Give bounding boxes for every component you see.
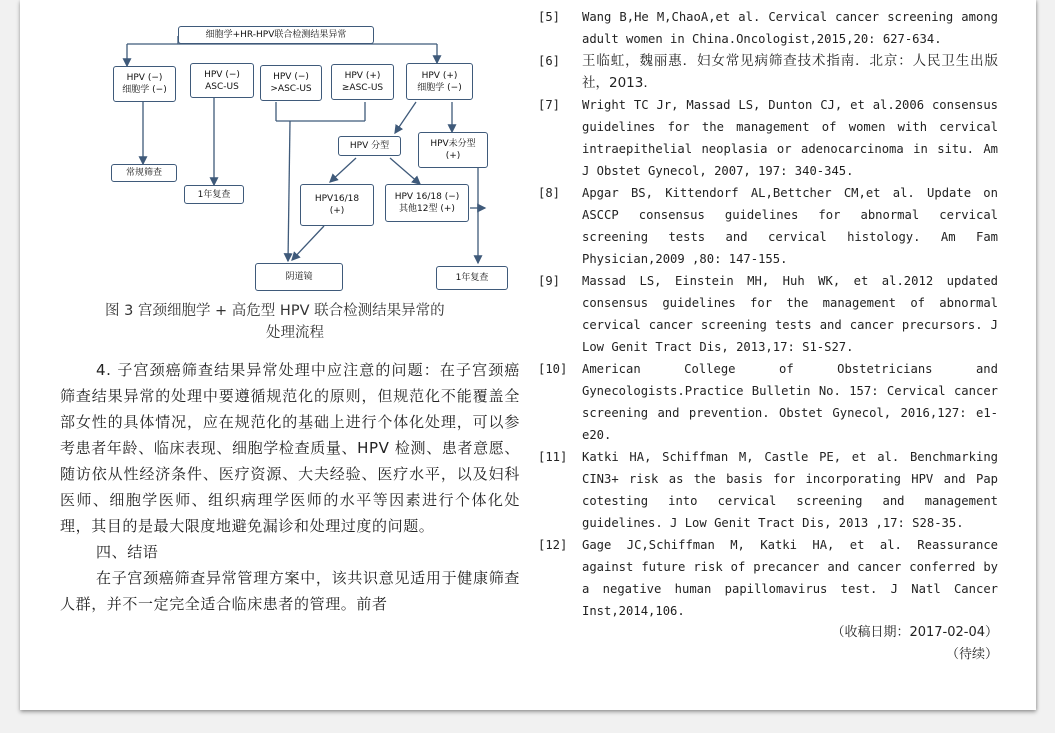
received-date: （收稿日期：2017-02-04） (831, 625, 998, 640)
flow-box-text: 细胞学+HR-HPV联合检测结果异常 (205, 30, 347, 40)
reference-number: [6] (538, 54, 561, 68)
flow-box-colposcopy (255, 263, 343, 291)
flow-box-top (178, 26, 374, 44)
reference-item (538, 446, 998, 534)
flow-box-text: 其他12型 (+) (399, 204, 455, 214)
reference-text: Katki HA, Schiffman M, Castle PE, et al. Benchmarking CIN3+ risk as the basis for incorporating HPV and Pap cotesting into cervical screening and management guidelines. J Low Genit Tract Dis, 2013 ,17: S28-35. (582, 450, 998, 530)
reference-text: 王临虹，魏丽惠．妇女常见病筛查技术指南．北京：人民卫生出版社，2013. (582, 53, 998, 91)
to-be-continued: （待续） (945, 647, 998, 662)
flow-box-hpv-untyped (418, 132, 488, 168)
reference-number: [12] (538, 538, 568, 552)
reference-item (538, 358, 998, 446)
reference-text: Wright TC Jr, Massad LS, Dunton CJ, et al.2006 consensus guidelines for the management of women with cervical intraepithelial neoplasia or adenocarcinoma in situ. Am J Obstet Gynecol, 2007, 197: 340-345. (582, 98, 998, 178)
flow-box-text: HPV16/18 (314, 194, 360, 204)
flowchart (60, 18, 520, 300)
reference-item (538, 94, 998, 182)
reference-text: Wang B,He M,ChaoA,et al. Cervical cancer screening among adult women in China.Oncologist,2015,20: 627-634. (582, 10, 998, 46)
connector (390, 158, 420, 184)
flow-box-text: HPV (−) (126, 73, 163, 83)
reference-number: [8] (538, 186, 561, 200)
reference-number: [7] (538, 98, 561, 112)
flow-box-text: >ASC-US (270, 84, 312, 94)
flow-box-hpv-pos-ge-ascus (331, 64, 394, 100)
flow-box-text: 1年复查 (197, 189, 231, 200)
connector (292, 226, 324, 260)
reference-number: [11] (538, 450, 568, 464)
reference-text: Apgar BS, Kittendorf AL,Bettcher CM,et al. Update on ASCCP consensus guidelines for abnormal cervical screening tests and cervical histology. Am Fam Physician,2009 ,80: 147-155. (582, 186, 998, 266)
flow-box-text: 细胞学 (−) (417, 82, 462, 93)
reference-text: Massad LS, Einstein MH, Huh WK, et al.2012 updated consensus guidelines for the management of abnormal cervical cancer screening tests and cancer precursors. J Low Genit Tract Dis, 2013,17: S1-S27. (582, 274, 998, 354)
reference-item (538, 6, 998, 50)
flow-box-hpv-neg-ascus (190, 63, 254, 98)
reference-item (538, 182, 998, 270)
reference-number: [5] (538, 10, 561, 24)
flow-box-text: (+) (329, 206, 345, 216)
caption-line: 处理流程 (266, 325, 324, 341)
connector (288, 121, 290, 261)
flow-box-text: HPV (+) (421, 70, 458, 81)
flow-box-text: ASC-US (205, 81, 239, 92)
reference-item (538, 534, 998, 622)
reference-item (538, 270, 998, 358)
flow-box-routine-screening (111, 164, 177, 182)
reference-text: American College of Obstetricians and Gynecologists.Practice Bulletin No. 157: Cervical cancer screening and prevention. Obstet Gynecol, 2016,127: e1-e20. (582, 362, 998, 442)
body-text-left (60, 357, 520, 617)
flow-box-hpv-pos-cyto-neg (406, 63, 473, 100)
figure-caption (60, 300, 530, 344)
flow-box-text: 1年复查 (455, 273, 489, 283)
reference-item (538, 50, 998, 94)
flow-box-text: 阴道镜 (285, 272, 313, 282)
flow-box-other-12-types (385, 184, 469, 222)
flow-box-text: (+) (445, 151, 461, 161)
flow-box-text: HPV (+) (344, 71, 381, 81)
reference-text: Gage JC,Schiffman M, Katki HA, et al. Reassurance against future risk of precancer and cancer conferred by a negative human papillomavirus test. J Natl Cancer Inst,2014,106. (582, 538, 998, 618)
flow-box-text: 细胞学 (−) (122, 85, 167, 95)
paragraph: 在子宫颈癌筛查异常管理方案中，该共识意见适用于健康筛查人群，并不一定完全适合临床患者的管理。前者 (60, 569, 520, 613)
flow-box-hpv-typed (338, 136, 401, 156)
flow-box-hpv-16-18-pos (300, 184, 374, 226)
flow-box-text: HPV 分型 (349, 141, 390, 151)
caption-line: 图 3 宫颈细胞学 + 高危型 HPV 联合检测结果异常的 (105, 303, 445, 319)
reference-number: [9] (538, 274, 561, 288)
reference-number: [10] (538, 362, 568, 376)
flow-box-text: HPV未分型 (430, 139, 476, 149)
flow-box-hpv-neg-gt-ascus (260, 65, 322, 101)
flow-box-text: HPV (−) (204, 69, 240, 80)
flow-box-recheck-1yr-2 (436, 266, 508, 290)
connector (330, 158, 356, 182)
paragraph: 4. 子宫颈癌筛查结果异常处理中应注意的问题：在子宫颈癌筛查结果异常的处理中要遵循规范化的原则，但规范化不能覆盖全部女性的具体情况，应在规范化的基础上进行个体化处理，可以参考患者年龄、临床表现、细胞学检查质量、HPV 检测、患者意愿、随访依从性经济条件、医疗资源、大夫经验、医疗水平，以及妇科医师、细胞学医师、组织病理学医师的水平等因素进行个体化处理，其目的是最大限度地避免漏诊和处理过度的问题。 (60, 361, 520, 535)
connector (395, 102, 416, 133)
flow-box-text: 常规筛查 (125, 168, 162, 178)
document-page (20, 0, 1036, 710)
flow-box-recheck-1yr (184, 185, 244, 204)
reference-list (538, 6, 998, 666)
flow-box-hpv-neg-cyto-neg (113, 66, 176, 102)
flow-box-text: ≥ASC-US (341, 83, 384, 93)
flow-box-text: HPV (−) (273, 72, 309, 82)
flow-box-text: HPV 16/18 (−) (394, 192, 460, 202)
section-heading: 四、结语 (96, 543, 159, 561)
